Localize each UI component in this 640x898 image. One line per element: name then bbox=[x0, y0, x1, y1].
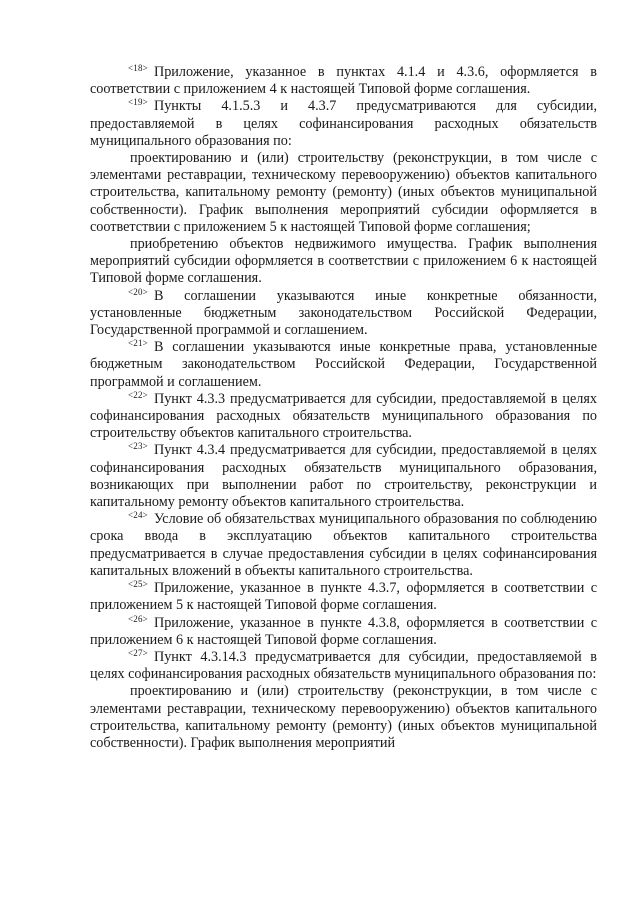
footnote-19 bbox=[90, 98, 597, 150]
footnote-text: Приложение, указанное в пунктах 4.1.4 и 4.3.6, оформляется в соответствии с приложением 4 к настоящей Типовой форме соглашения. bbox=[90, 64, 597, 98]
footnotes-section bbox=[90, 64, 597, 752]
footnote-19-item-design bbox=[90, 150, 597, 236]
footnote-text: Условие об обязательствах муниципального образования по соблюдению срока ввода в эксплуатацию объектов капитального строительства предусматривается в случае предоставления субсидии в целях софинансирования капитальных вложений в объекты капитального строительства. bbox=[90, 511, 597, 579]
footnote-marker: <21> bbox=[128, 338, 148, 349]
footnote-marker: <23> bbox=[128, 441, 148, 452]
footnote-21 bbox=[90, 339, 597, 391]
footnote-marker: <18> bbox=[128, 63, 148, 73]
footnote-27 bbox=[90, 649, 597, 683]
footnote-marker: <19> bbox=[128, 97, 148, 108]
footnote-text: Пункт 4.3.14.3 предусматривается для субсидии, предоставляемой в целях софинансирования расходных обязательств муниципального образования по: bbox=[90, 648, 597, 683]
footnote-text: Пункты 4.1.5.3 и 4.3.7 предусматриваются для субсидии, предоставляемой в целях софинансирования расходных обязательств муниципального образования по: bbox=[90, 98, 597, 149]
footnote-text: В соглашении указываются иные конкретные обязанности, установленные бюджетным законодательством Российской Федерации, Государственной программой и соглашением. bbox=[90, 287, 597, 339]
footnote-20 bbox=[90, 288, 597, 340]
footnote-marker: <22> bbox=[128, 389, 148, 400]
footnote-marker: <24> bbox=[128, 510, 148, 521]
footnote-23 bbox=[90, 442, 597, 511]
footnote-text: Пункт 4.3.3 предусматривается для субсидии, предоставляемой в целях софинансирования расходных обязательств муниципального образования по строительству объектов капитального строительства. bbox=[90, 390, 597, 442]
footnote-24 bbox=[90, 511, 597, 580]
footnote-marker: <26> bbox=[128, 613, 148, 624]
footnote-marker: <27> bbox=[128, 647, 148, 658]
footnote-text: Приложение, указанное в пункте 4.3.7, оформляется в соответствии с приложением 5 к настоящей Типовой форме соглашения. bbox=[90, 580, 597, 614]
footnote-marker: <20> bbox=[128, 286, 148, 297]
footnote-text: В соглашении указываются иные конкретные права, установленные бюджетным законодательством Российской Федерации, Государственной программой и соглашением. bbox=[90, 339, 597, 390]
footnote-18 bbox=[90, 64, 597, 98]
footnote-marker: <25> bbox=[128, 579, 148, 590]
footnote-19-item-acquisition bbox=[90, 236, 597, 288]
footnote-text: Пункт 4.3.4 предусматривается для субсидии, предоставляемой в целях софинансирования расходных обязательств муниципального образования, возникающих при выполнении работ по строительству, реконструкции и капитальному ремонту объектов капитального строительства. bbox=[90, 442, 597, 511]
paragraph-text: приобретению объектов недвижимого имущества. График выполнения мероприятий субсидии оформляется в соответствии с приложением 6 к настоящей Типовой форме соглашения. bbox=[90, 236, 597, 287]
footnote-27-item-design bbox=[90, 683, 597, 752]
footnote-22 bbox=[90, 391, 597, 443]
paragraph-text: проектированию и (или) строительству (реконструкции, в том числе с элементами реставрации, техническому перевооружению) объектов капитального строительства, капитальному ремонту (ремонту) (иных объектов муниципальной собственности). График выполнения мероприятий bbox=[90, 683, 597, 751]
footnote-26 bbox=[90, 615, 597, 649]
footnote-25 bbox=[90, 580, 597, 614]
paragraph-text: проектированию и (или) строительству (реконструкции, в том числе с элементами реставрации, техническому перевооружению) объектов капитального строительства, капитальному ремонту (ремонту) (иных объектов муниципальной собственности). График выполнения мероприятий субсидии оформляется в соответствии с приложением 5 к настоящей Типовой форме соглашения; bbox=[90, 150, 597, 235]
footnote-text: Приложение, указанное в пункте 4.3.8, оформляется в соответствии с приложением 6 к настоящей Типовой форме соглашения. bbox=[90, 614, 597, 648]
